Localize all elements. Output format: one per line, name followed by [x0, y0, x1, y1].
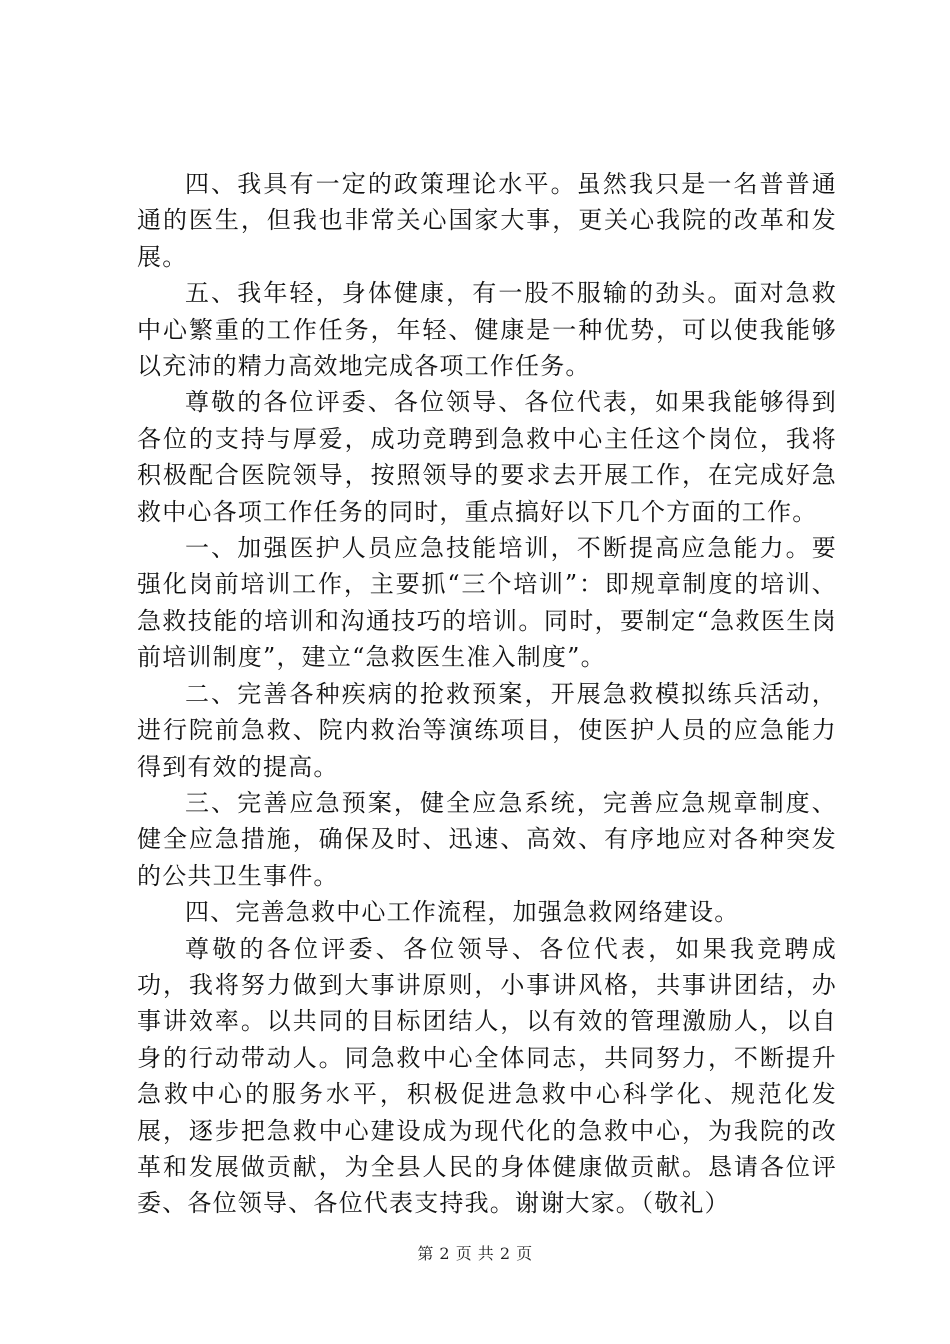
- paragraph-plan-1: 一、加强医护人员应急技能培训，不断提高应急能力。要强化岗前培训工作，主要抓“三个培训”：即规章制度的培训、急救技能的培训和沟通技巧的培训。同时，要制定“急救医生岗前培训制度”，建立“急救医生准入制度”。: [137, 534, 837, 672]
- page-footer: 第 2 页 共 2 页: [417, 1244, 533, 1263]
- paragraph-closing: 尊敬的各位评委、各位领导、各位代表，如果我竞聘成功，我将努力做到大事讲原则，小事讲风格，共事讲团结，办事讲效率。以共同的目标团结人，以有效的管理激励人，以自身的行动带动人。同急救中心全体同志，共同努力，不断提升急救中心的服务水平，积极促进急救中心科学化、规范化发展，逐步把急救中心建设成为现代化的急救中心，为我院的改革和发展做贡献，为全县人民的身体健康做贡献。恳请各位评委、各位领导、各位代表支持我。谢谢大家。（敬礼）: [137, 934, 837, 1218]
- paragraph-plan-4: 四、完善急救中心工作流程，加强急救网络建设。: [185, 898, 740, 927]
- paragraph-qualification-4: 四、我具有一定的政策理论水平。虽然我只是一名普普通通的医生，但我也非常关心国家大事，更关心我院的改革和发展。: [137, 170, 837, 271]
- paragraph-qualification-5: 五、我年轻，身体健康，有一股不服输的劲头。面对急救中心繁重的工作任务，年轻、健康是一种优势，可以使我能够以充沛的精力高效地完成各项工作任务。: [137, 279, 837, 381]
- paragraph-plan-3: 三、完善应急预案，健全应急系统，完善应急规章制度、健全应急措施，确保及时、迅速、高效、有序地应对各种突发的公共卫生事件。: [137, 788, 837, 890]
- paragraph-plan-2: 二、完善各种疾病的抢救预案，开展急救模拟练兵活动，进行院前急救、院内救治等演练项目，使医护人员的应急能力得到有效的提高。: [137, 679, 837, 781]
- paragraph-commitment-intro: 尊敬的各位评委、各位领导、各位代表，如果我能够得到各位的支持与厚爱，成功竞聘到急救中心主任这个岗位，我将积极配合医院领导，按照领导的要求去开展工作，在完成好急救中心各项工作任务的同时，重点搞好以下几个方面的工作。: [137, 388, 837, 526]
- document-body: [137, 166, 837, 1222]
